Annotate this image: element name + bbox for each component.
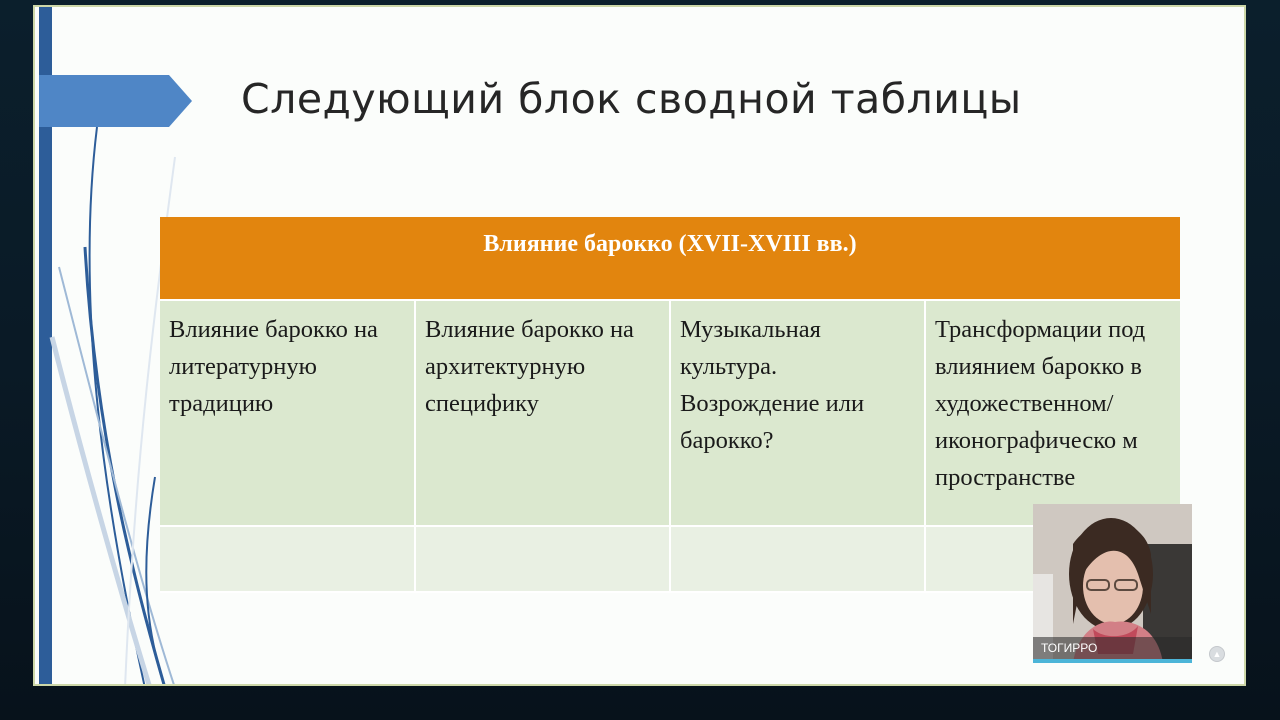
table-cell-empty [670,526,925,592]
video-tile-strip [1033,659,1192,663]
table-cell-music: Музыкальная культура. Возрождение или барокко? [670,300,925,526]
table-cell-empty [415,526,670,592]
table-header-text: Влияние барокко (XVII-XVIII вв.) [483,231,857,257]
table-row [160,300,1180,526]
summary-table [160,217,1180,593]
table-header-cell [160,217,1180,300]
circle-icon[interactable]: ▲ [1209,646,1225,662]
participant-video-tile[interactable] [1033,504,1192,663]
table-cell-architecture: Влияние барокко на архитектурную специфику [415,300,670,526]
table-cell-art: Трансформации под влиянием барокко в художественном/ иконографическо м пространстве [925,300,1180,526]
title-arrow-shape [39,75,194,127]
table-cell-empty [160,526,415,592]
table-row-empty [160,526,1180,592]
table-header-row [160,217,1180,300]
participant-name-label: ТОГИРРО [1033,637,1192,659]
slide-title: Следующий блок сводной таблицы [241,75,1022,123]
table-cell-literature: Влияние барокко на литературную традицию [160,300,415,526]
